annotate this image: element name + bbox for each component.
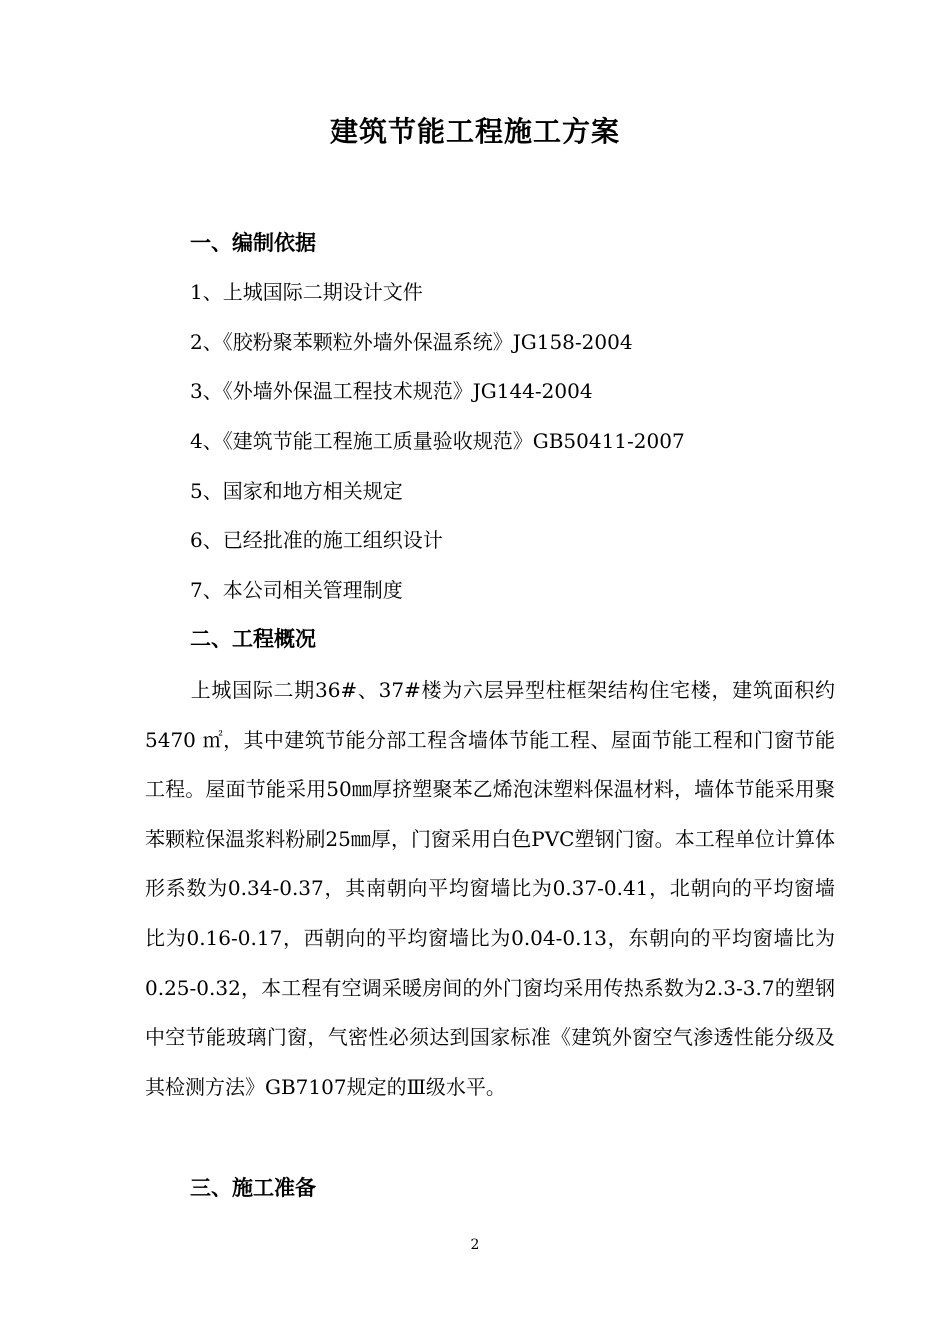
section-heading-preparation: 三、施工准备 <box>190 1176 316 1200</box>
basis-item-7: 7、本公司相关管理制度 <box>190 578 403 602</box>
basis-item-3: 3、《外墙外保温工程技术规范》JG144-2004 <box>190 379 593 403</box>
overview-paragraph-text: 上城国际二期36#、37#楼为六层异型柱框架结构住宅楼，建筑面积约 5470 ㎡，其中建筑节能分部工程含墙体节能工程、屋面节能工程和门窗节能工程。屋面节能采用50㎜厚挤塑聚苯乙烯泡沫塑料保温材料，墙体节能采用聚苯颗粒保温浆料粉刷25㎜厚，门窗采用白色PVC塑钢门窗。本工程单位计算体形系数为0.34-0.37，其南朝向平均窗墙比为0.37-0.41，北朝向的平均窗墙比为0.16-0.17，西朝向的平均窗墙比为0.04-0.13，东朝向的平均窗墙比为0.25-0.32，本工程有空调采暖房间的外门窗均采用传热系数为2.3-3.7的塑钢中空节能玻璃门窗，气密性必须达到国家标准《建筑外窗空气渗透性能分级及其检测方法》GB7107规定的Ⅲ级水平。 <box>145 678 835 1099</box>
section-heading-basis: 一、编制依据 <box>190 231 316 255</box>
basis-item-2: 2、《胶粉聚苯颗粒外墙外保温系统》JG158-2004 <box>190 330 633 354</box>
overview-paragraph <box>145 666 835 1112</box>
basis-item-6: 6、已经批准的施工组织设计 <box>190 528 443 552</box>
basis-item-4: 4、《建筑节能工程施工质量验收规范》GB50411-2007 <box>190 429 685 453</box>
basis-item-5: 5、国家和地方相关规定 <box>190 479 403 503</box>
basis-item-1: 1、上城国际二期设计文件 <box>190 280 423 304</box>
document-title: 建筑节能工程施工方案 <box>329 115 620 148</box>
page-number: 2 <box>470 1237 480 1253</box>
section-heading-overview: 二、工程概况 <box>190 627 316 651</box>
